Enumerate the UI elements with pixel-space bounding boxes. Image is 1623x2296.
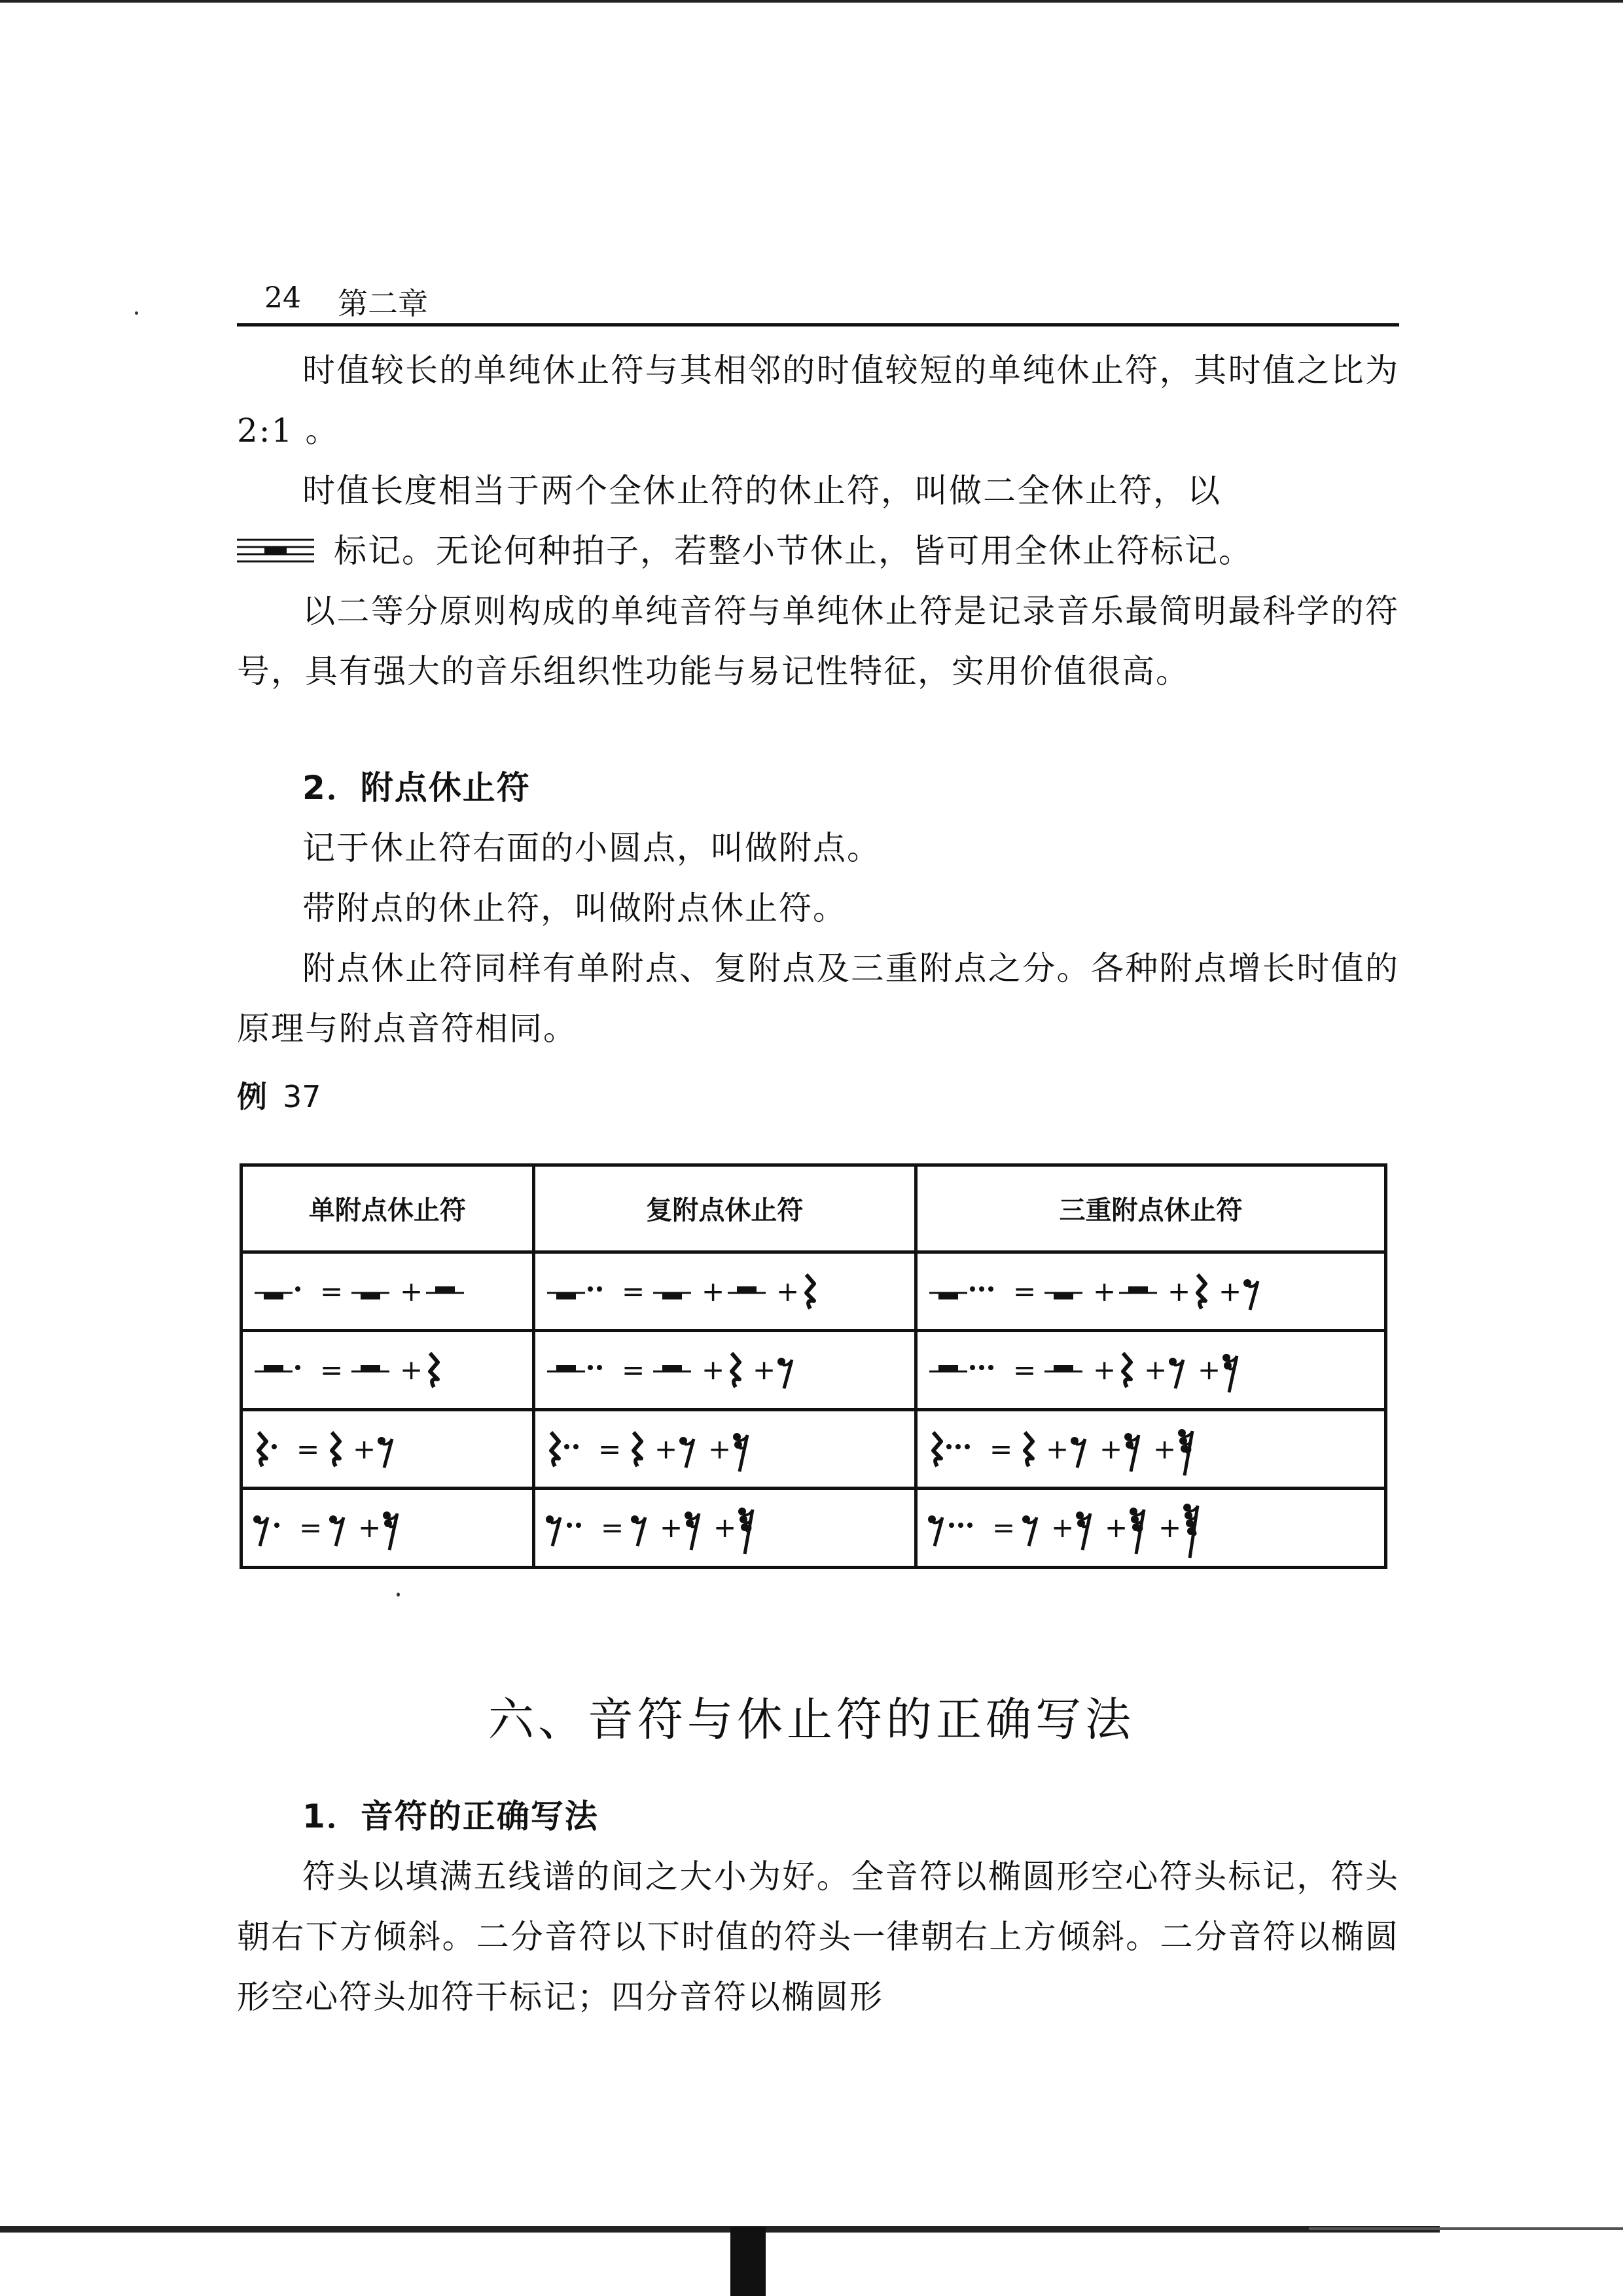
- augmentation-dot: [573, 1444, 579, 1449]
- sixteenth-rest-icon: [1124, 1433, 1139, 1472]
- quarter-rest-icon: [806, 1275, 814, 1309]
- half-rest-single-dot-equation: [243, 1333, 532, 1407]
- whole-rest-icon: [255, 1293, 293, 1299]
- augmentation-dot: [576, 1523, 581, 1528]
- eighth-rest-icon: [1071, 1437, 1085, 1468]
- sixteenth-rest-icon: [685, 1511, 699, 1550]
- thirty-second-rest-icon: [1178, 1429, 1192, 1475]
- header-triple-dotted: 三重附点休止符: [916, 1165, 1386, 1252]
- half-rest-icon: [1119, 1286, 1157, 1293]
- augmentation-dot: [979, 1365, 984, 1370]
- augmentation-dot: [295, 1365, 300, 1370]
- plus-sign: +: [1153, 1432, 1177, 1465]
- sixteenth-rest-icon: [1076, 1511, 1090, 1550]
- sixty-fourth-rest-icon: [1183, 1504, 1198, 1558]
- sixteenth-rest-icon: [383, 1511, 397, 1550]
- whole-rest-icon: [547, 1293, 585, 1299]
- quarter-rest-double-dot-equation: [535, 1413, 914, 1486]
- chapter-title: 第二章: [338, 286, 428, 321]
- equals-sign: =: [1013, 1275, 1037, 1307]
- half-rest-icon: [929, 1365, 967, 1371]
- paragraph: 附点休止符同样有单附点、复附点及三重附点之分。各种附点增长时值的原理与附点音符相同。: [237, 949, 1399, 1048]
- equals-sign: =: [600, 1511, 624, 1544]
- plus-sign: +: [1099, 1432, 1123, 1465]
- whole-rest-double-dot-equation: [535, 1255, 914, 1328]
- plus-sign: +: [713, 1511, 736, 1544]
- plus-sign: +: [707, 1432, 731, 1465]
- plus-sign: +: [659, 1511, 683, 1544]
- whole-rest-triple-dot-equation: [918, 1255, 1384, 1328]
- augmentation-dot: [967, 1523, 972, 1528]
- double-whole-rest-icon: [237, 526, 314, 557]
- augmentation-dot: [965, 1444, 970, 1449]
- section-heading: 六、音符与休止符的正确写法: [488, 1693, 1135, 1746]
- thirty-second-rest-icon: [738, 1508, 753, 1554]
- plus-sign: +: [701, 1275, 724, 1307]
- equals-sign: =: [1013, 1354, 1037, 1386]
- quarter-rest-icon: [633, 1432, 641, 1466]
- paragraph: 时值长度相当于两个全休止符的休止符，叫做二全休止符，以: [302, 472, 1221, 510]
- whole-rest-single-dot-equation: [243, 1255, 532, 1328]
- half-rest-double-dot-equation: [535, 1333, 914, 1407]
- eighth-rest-icon: [679, 1437, 694, 1468]
- augmentation-dot: [597, 1286, 602, 1292]
- scan-speck: [397, 1593, 400, 1597]
- half-rest-icon: [728, 1286, 766, 1293]
- whole-rest-icon: [351, 1293, 389, 1299]
- eighth-rest-double-dot-equation: [535, 1491, 914, 1564]
- augmentation-dot: [588, 1365, 593, 1370]
- plus-sign: +: [400, 1354, 423, 1386]
- plus-sign: +: [654, 1432, 677, 1465]
- eighth-rest-triple-dot-equation: [918, 1491, 1384, 1564]
- eighth-rest-single-dot-equation: [243, 1491, 532, 1564]
- paragraph: 带附点的休止符，叫做附点休止符。: [302, 889, 847, 927]
- eighth-rest-icon: [777, 1358, 792, 1388]
- half-rest-icon: [1044, 1365, 1082, 1371]
- quarter-rest-icon: [1123, 1353, 1131, 1387]
- eighth-rest-icon: [631, 1515, 645, 1546]
- quarter-rest-icon: [1025, 1432, 1033, 1466]
- plus-sign: +: [1158, 1511, 1182, 1544]
- plus-sign: +: [701, 1354, 724, 1386]
- paragraph-continued: [237, 521, 1399, 581]
- augmentation-dot: [949, 1523, 954, 1528]
- header-rule: [237, 323, 1399, 327]
- paragraph: 符头以填满五线谱的间之大小为好。全音符以椭圆形空心符头标记，符头朝右下方倾斜。二分音符以下时值的符头一律朝右上方倾斜。二分音符以椭圆形空心符头加符干标记；四分音符以椭圆形: [237, 1858, 1399, 2016]
- augmentation-dot: [958, 1523, 963, 1528]
- half-rest-icon: [351, 1365, 389, 1371]
- augmentation-dot: [979, 1286, 984, 1292]
- augmentation-dot: [274, 1523, 279, 1528]
- augmentation-dot: [272, 1444, 277, 1449]
- augmentation-dot: [564, 1444, 569, 1449]
- quarter-rest-single-dot-equation: [243, 1413, 532, 1486]
- subheading: 1．音符的正确写法: [302, 1797, 599, 1835]
- quarter-rest-icon: [430, 1353, 438, 1387]
- plus-sign: +: [400, 1275, 423, 1307]
- plus-sign: +: [1105, 1511, 1128, 1544]
- augmentation-dot: [988, 1365, 993, 1370]
- augmentation-dot: [295, 1286, 300, 1292]
- quarter-rest-icon: [933, 1432, 941, 1466]
- example-word: 例: [237, 1079, 267, 1114]
- augmentation-dot: [970, 1365, 975, 1370]
- body-text-note-writing: [237, 1786, 1399, 2027]
- plus-sign: +: [1144, 1354, 1168, 1386]
- example-number: 37: [283, 1079, 321, 1114]
- plus-sign: +: [353, 1432, 376, 1465]
- quarter-rest-icon: [332, 1432, 340, 1466]
- plus-sign: +: [1093, 1275, 1116, 1307]
- quarter-rest-icon: [259, 1432, 266, 1466]
- header-single-dotted: 单附点休止符: [241, 1165, 534, 1252]
- whole-rest-icon: [929, 1293, 967, 1299]
- paragraph: 记于休止符右面的小圆点，叫做附点。: [302, 829, 881, 867]
- whole-rest-icon: [653, 1293, 691, 1299]
- equals-sign: =: [299, 1511, 323, 1544]
- equals-sign: =: [621, 1354, 645, 1386]
- equals-sign: =: [320, 1354, 344, 1386]
- equals-sign: =: [320, 1275, 344, 1307]
- half-rest-icon: [653, 1365, 691, 1371]
- augmentation-dot: [946, 1444, 952, 1449]
- plus-sign: +: [1198, 1354, 1221, 1386]
- augmentation-dot: [567, 1523, 572, 1528]
- plus-sign: +: [1093, 1354, 1116, 1386]
- plus-sign: +: [752, 1354, 776, 1386]
- half-rest-triple-dot-equation: [918, 1333, 1384, 1407]
- body-text-dotted-rests: [237, 758, 1399, 1059]
- sixteenth-rest-icon: [1222, 1354, 1237, 1392]
- paragraph: 以二等分原则构成的单纯音符与单纯休止符是记录音乐最简明最科学的符号，具有强大的音乐组织性功能与易记性特征，实用价值很高。: [237, 592, 1399, 690]
- sixteenth-rest-icon: [733, 1433, 747, 1472]
- page-bottom-rule: [0, 2226, 1440, 2233]
- header-double-dotted: 复附点休止符: [533, 1165, 916, 1252]
- example-label: [237, 1073, 321, 1116]
- equals-sign: =: [296, 1432, 320, 1465]
- half-rest-icon: [547, 1365, 585, 1371]
- eighth-rest-icon: [329, 1515, 344, 1546]
- page-top-edge: [0, 0, 1623, 3]
- augmentation-dot: [970, 1286, 975, 1292]
- quarter-rest-icon: [732, 1353, 740, 1387]
- scan-speck: [135, 311, 138, 315]
- plus-sign: +: [1051, 1511, 1075, 1544]
- subheading: 2．附点休止符: [302, 769, 531, 807]
- augmentation-dot: [597, 1365, 602, 1370]
- eighth-rest-icon: [378, 1437, 392, 1468]
- augmentation-dot: [988, 1286, 993, 1292]
- eighth-rest-icon: [253, 1515, 268, 1546]
- whole-rest-icon: [1044, 1293, 1082, 1299]
- equals-sign: =: [992, 1511, 1016, 1544]
- equals-sign: =: [597, 1432, 621, 1465]
- eighth-rest-icon: [1022, 1515, 1037, 1546]
- page-bottom-rule-faint: [1309, 2227, 1623, 2230]
- plus-sign: +: [1046, 1432, 1069, 1465]
- augmentation-dot: [955, 1444, 961, 1449]
- equals-sign: =: [990, 1432, 1013, 1465]
- plus-sign: +: [1219, 1275, 1242, 1307]
- eighth-rest-icon: [546, 1515, 560, 1546]
- eighth-rest-icon: [1243, 1279, 1258, 1310]
- quarter-rest-icon: [1198, 1275, 1205, 1309]
- body-text-top: [237, 340, 1399, 701]
- page-number: 24: [264, 281, 301, 315]
- half-rest-icon: [426, 1286, 464, 1293]
- binding-spine-mark: [730, 2227, 766, 2296]
- dotted-rest-table: [240, 1163, 1387, 1569]
- paragraph-text: 标记。无论何种拍子，若整小节休止，皆可用全休止符标记。: [334, 532, 1253, 570]
- paragraph: 时值较长的单纯休止符与其相邻的时值较短的单纯休止符，其时值之比为 2:1 。: [237, 351, 1399, 450]
- eighth-rest-icon: [1169, 1358, 1183, 1388]
- plus-sign: +: [1168, 1275, 1191, 1307]
- running-header: [237, 274, 1399, 327]
- thirty-second-rest-icon: [1130, 1508, 1144, 1554]
- plus-sign: +: [358, 1511, 382, 1544]
- plus-sign: +: [776, 1275, 799, 1307]
- quarter-rest-icon: [551, 1432, 559, 1466]
- half-rest-icon: [255, 1365, 293, 1371]
- quarter-rest-triple-dot-equation: [918, 1413, 1384, 1486]
- equals-sign: =: [621, 1275, 645, 1307]
- augmentation-dot: [588, 1286, 593, 1292]
- eighth-rest-icon: [928, 1515, 942, 1546]
